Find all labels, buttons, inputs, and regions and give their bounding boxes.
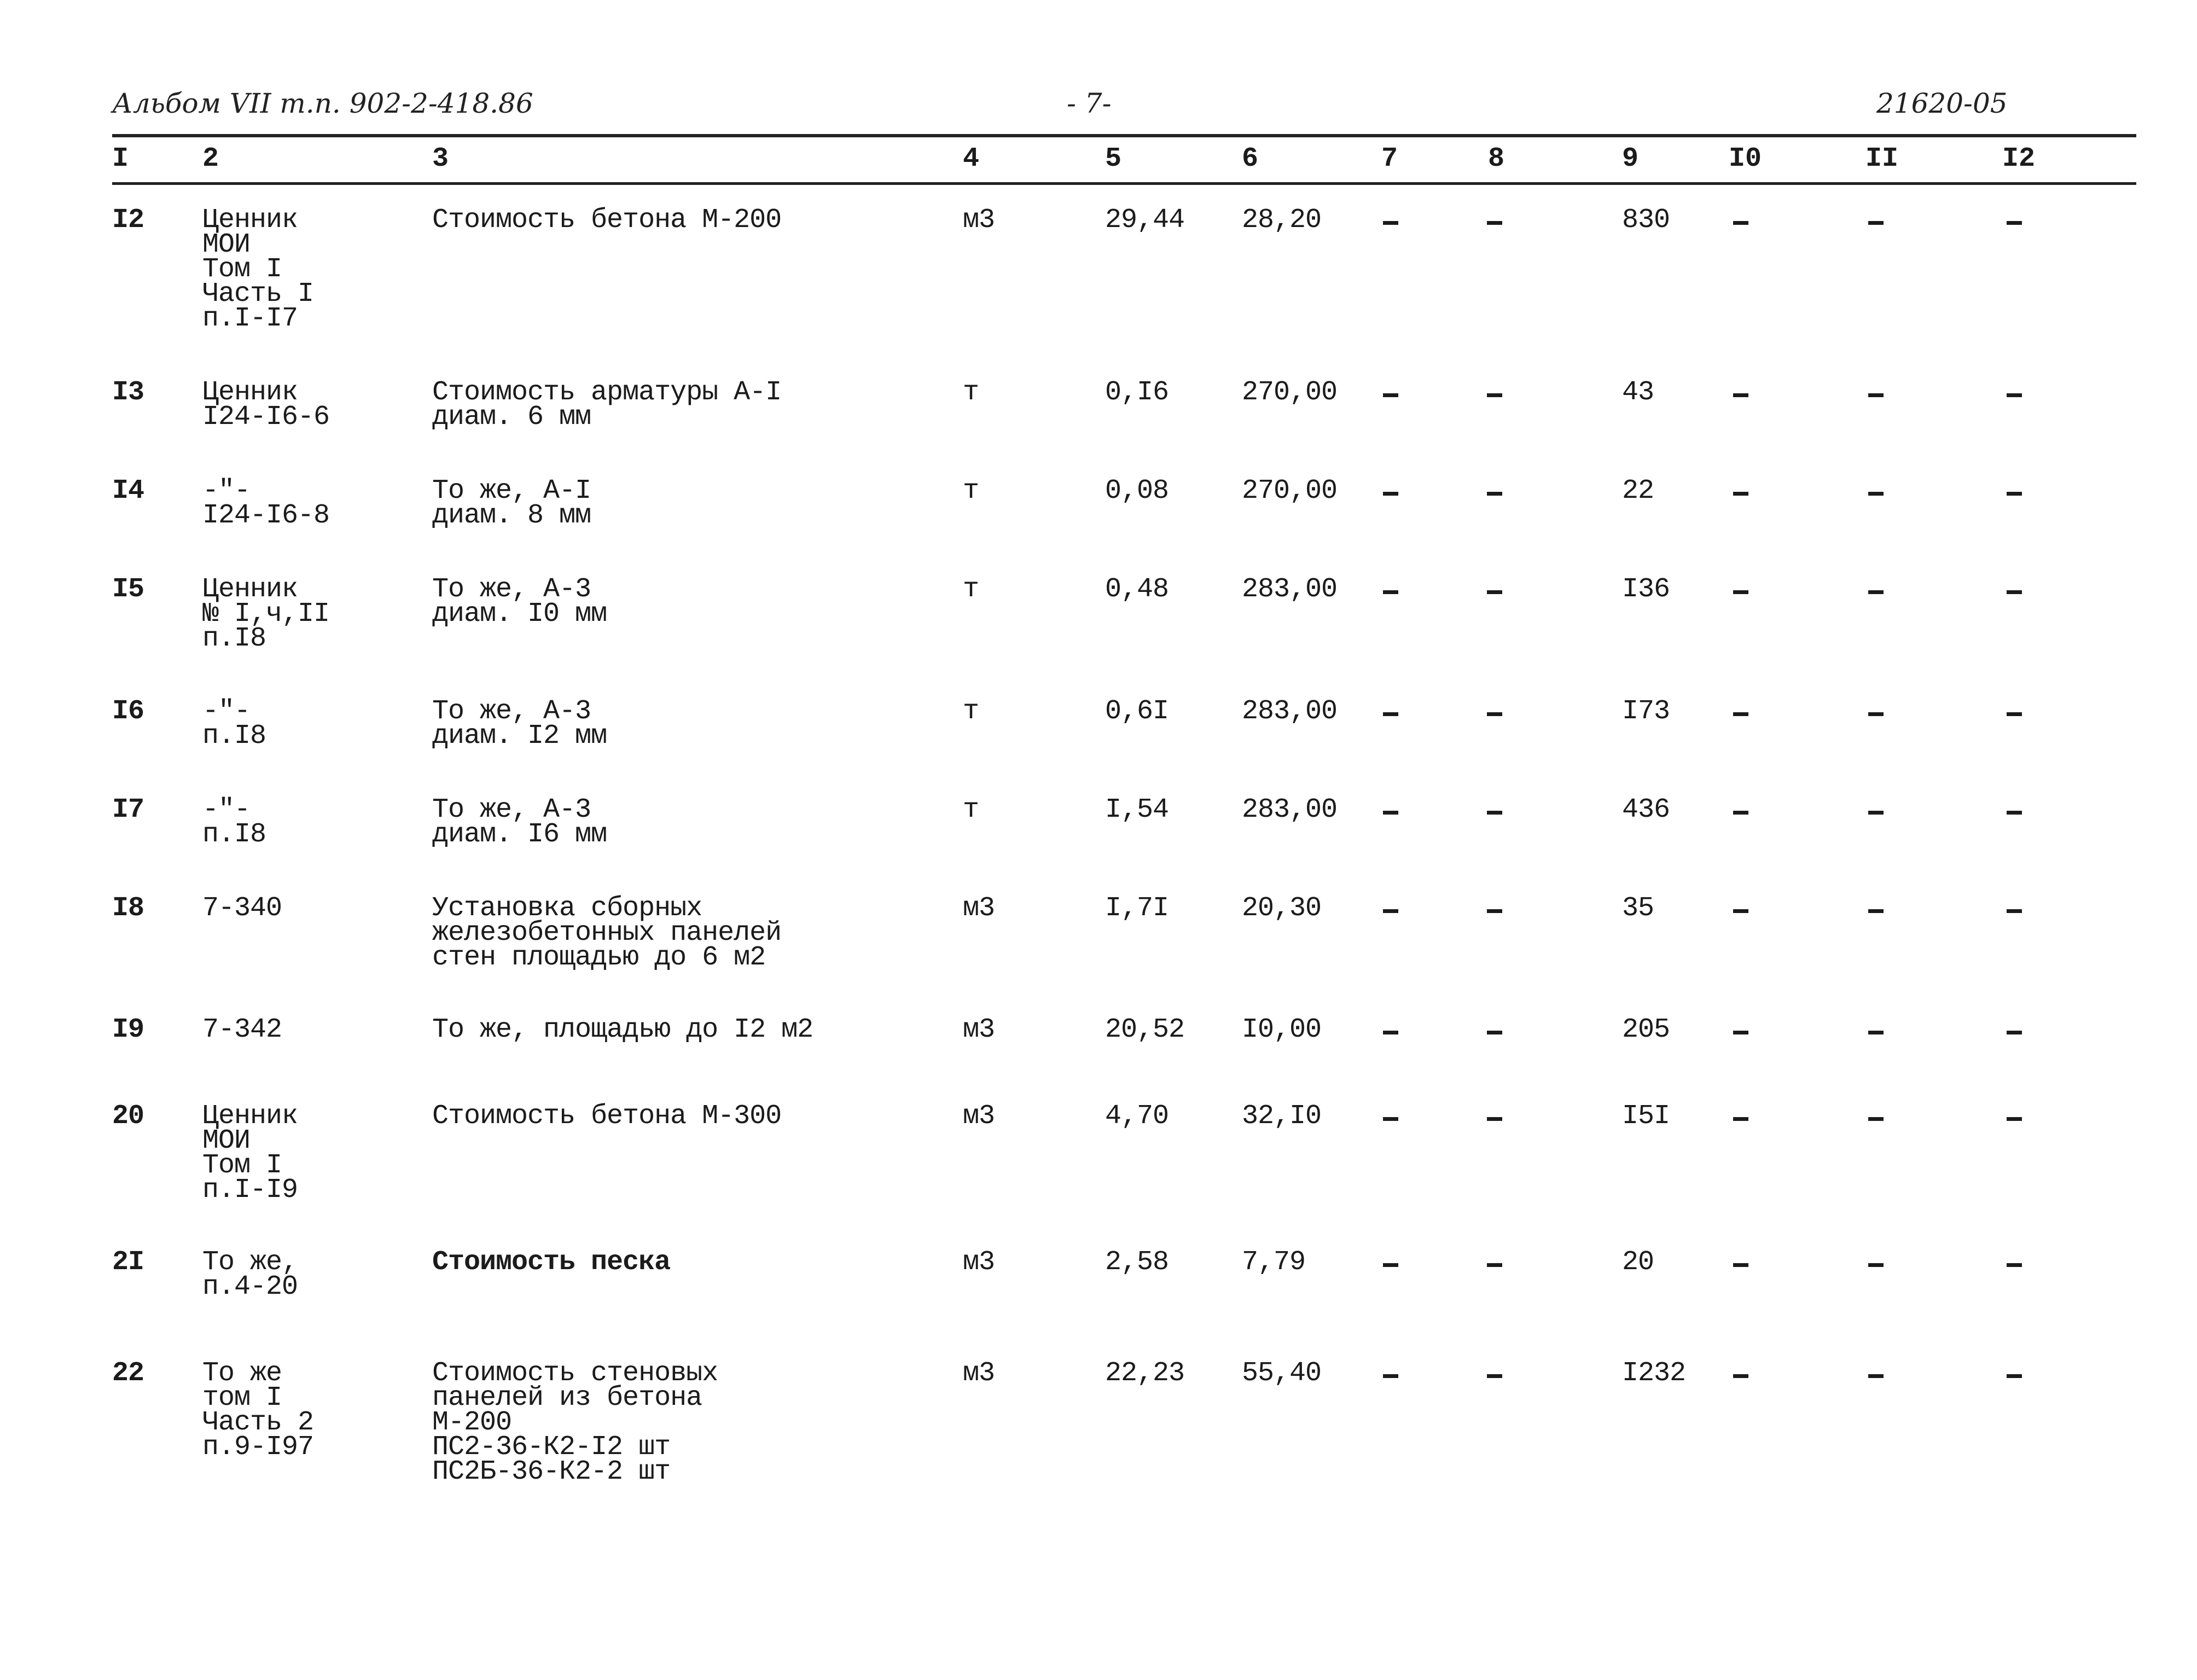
total-cost: I36 xyxy=(1622,574,1670,605)
unit-price: 32,I0 xyxy=(1242,1101,1322,1132)
page-number: - 7- xyxy=(1067,88,1112,119)
dash-col-7 xyxy=(1383,1117,1398,1121)
col-header-9: 9 xyxy=(1622,143,1639,175)
unit: м3 xyxy=(963,1247,995,1278)
col-header-6: 6 xyxy=(1242,143,1259,175)
total-cost: 205 xyxy=(1622,1014,1670,1045)
total-cost: 830 xyxy=(1622,205,1670,236)
reference-code: Ценник № I,ч,II п.I8 xyxy=(202,574,330,654)
row-number: I8 xyxy=(112,893,144,924)
total-cost: 43 xyxy=(1622,377,1654,408)
reference-code: Ценник I24-I6-6 xyxy=(202,377,330,433)
dash-col-8 xyxy=(1487,1374,1502,1378)
reference-code: Ценник МОИ Том I п.I-I9 xyxy=(202,1101,298,1206)
dash-col-8 xyxy=(1487,492,1502,496)
unit: м3 xyxy=(963,1014,995,1045)
total-cost: I232 xyxy=(1622,1358,1686,1389)
unit-price: 270,00 xyxy=(1242,475,1338,507)
unit-price: 283,00 xyxy=(1242,574,1338,605)
dash-col-8 xyxy=(1487,712,1502,716)
reference-code: То же том I Часть 2 п.9-I97 xyxy=(202,1358,314,1463)
dash-col-12 xyxy=(2007,492,2022,496)
unit: м3 xyxy=(963,893,995,924)
unit-price: 55,40 xyxy=(1242,1358,1322,1389)
row-number: 20 xyxy=(112,1101,144,1132)
dash-col-7 xyxy=(1383,590,1398,594)
unit: т xyxy=(963,377,979,408)
row-number: I9 xyxy=(112,1014,144,1045)
dash-col-7 xyxy=(1383,221,1398,225)
dash-col-7 xyxy=(1383,909,1398,913)
reference-code: Ценник МОИ Том I Часть I п.I-I7 xyxy=(202,205,314,334)
item-description: Установка сборных железобетонных панелей стен площадью до 6 м2 xyxy=(432,893,782,973)
row-number: I7 xyxy=(112,794,144,826)
item-description: То же, А-3 диам. I2 мм xyxy=(432,696,607,752)
dash-col-12 xyxy=(2007,1031,2022,1034)
col-header-4: 4 xyxy=(963,143,980,175)
dash-col-11 xyxy=(1868,712,1884,716)
dash-col-11 xyxy=(1868,909,1884,913)
quantity: 22,23 xyxy=(1105,1358,1185,1389)
dash-col-8 xyxy=(1487,811,1502,815)
dash-col-11 xyxy=(1868,1263,1884,1267)
dash-col-10 xyxy=(1733,590,1748,594)
dash-col-8 xyxy=(1487,590,1502,594)
col-header-12: I2 xyxy=(2002,143,2036,175)
dash-col-11 xyxy=(1868,221,1884,225)
unit: т xyxy=(963,794,979,826)
unit: м3 xyxy=(963,205,995,236)
quantity: 4,70 xyxy=(1105,1101,1169,1132)
unit-price: I0,00 xyxy=(1242,1014,1322,1045)
unit-price: 20,30 xyxy=(1242,893,1322,924)
dash-col-8 xyxy=(1487,393,1502,397)
dash-col-8 xyxy=(1487,1031,1502,1034)
unit-price: 283,00 xyxy=(1242,794,1338,826)
item-description: Стоимость песка xyxy=(432,1247,671,1278)
reference-code: -"- п.I8 xyxy=(202,696,266,752)
dash-col-8 xyxy=(1487,1117,1502,1121)
total-cost: I5I xyxy=(1622,1101,1670,1132)
dash-col-10 xyxy=(1733,1117,1748,1121)
total-cost: 20 xyxy=(1622,1247,1654,1278)
dash-col-11 xyxy=(1868,590,1884,594)
dash-col-11 xyxy=(1868,393,1884,397)
quantity: I,7I xyxy=(1105,893,1169,924)
col-header-11: II xyxy=(1865,143,1899,175)
unit-price: 270,00 xyxy=(1242,377,1338,408)
quantity: 2,58 xyxy=(1105,1247,1169,1278)
total-cost: 22 xyxy=(1622,475,1654,507)
dash-col-11 xyxy=(1868,811,1884,815)
dash-col-8 xyxy=(1487,1263,1502,1267)
album-reference: Альбом VII т.п. 902-2-418.86 xyxy=(112,88,533,119)
dash-col-12 xyxy=(2007,712,2022,716)
dash-col-10 xyxy=(1733,909,1748,913)
dash-col-10 xyxy=(1733,393,1748,397)
quantity: 0,I6 xyxy=(1105,377,1169,408)
dash-col-12 xyxy=(2007,811,2022,815)
dash-col-10 xyxy=(1733,492,1748,496)
total-cost: 35 xyxy=(1622,893,1654,924)
dash-col-12 xyxy=(2007,1263,2022,1267)
row-number: I2 xyxy=(112,205,144,236)
dash-col-12 xyxy=(2007,590,2022,594)
unit-price: 28,20 xyxy=(1242,205,1322,236)
col-header-3: 3 xyxy=(432,143,449,175)
col-header-8: 8 xyxy=(1488,143,1505,175)
quantity: 20,52 xyxy=(1105,1014,1185,1045)
dash-col-10 xyxy=(1733,1263,1748,1267)
dash-col-11 xyxy=(1868,492,1884,496)
dash-col-12 xyxy=(2007,393,2022,397)
dash-col-8 xyxy=(1487,909,1502,913)
dash-col-8 xyxy=(1487,221,1502,225)
reference-code: То же, п.4-20 xyxy=(202,1247,298,1303)
item-description: То же, А-3 диам. I0 мм xyxy=(432,574,607,630)
item-description: Стоимость стеновых панелей из бетона М-200 ПС2-36-К2-I2 шт ПС2Б-36-К2-2 шт xyxy=(432,1358,718,1487)
dash-col-11 xyxy=(1868,1374,1884,1378)
unit: м3 xyxy=(963,1358,995,1389)
header-bottom-rule xyxy=(112,182,2136,185)
unit-price: 7,79 xyxy=(1242,1247,1306,1278)
dash-col-11 xyxy=(1868,1117,1884,1121)
header-top-rule xyxy=(112,134,2136,137)
col-header-7: 7 xyxy=(1381,143,1398,175)
unit: т xyxy=(963,696,979,727)
item-description: То же, А-I диам. 8 мм xyxy=(432,475,591,531)
col-header-10: I0 xyxy=(1729,143,1762,175)
col-header-1: I xyxy=(112,143,129,175)
quantity: 29,44 xyxy=(1105,205,1185,236)
total-cost: I73 xyxy=(1622,696,1670,727)
item-description: Стоимость бетона М-300 xyxy=(432,1101,782,1132)
dash-col-7 xyxy=(1383,1263,1398,1267)
reference-code: -"- I24-I6-8 xyxy=(202,475,330,531)
dash-col-7 xyxy=(1383,393,1398,397)
dash-col-7 xyxy=(1383,1031,1398,1034)
unit-price: 283,00 xyxy=(1242,696,1338,727)
dash-col-10 xyxy=(1733,1374,1748,1378)
total-cost: 436 xyxy=(1622,794,1670,826)
col-header-2: 2 xyxy=(202,143,219,175)
dash-col-10 xyxy=(1733,811,1748,815)
dash-col-10 xyxy=(1733,1031,1748,1034)
dash-col-11 xyxy=(1868,1031,1884,1034)
dash-col-12 xyxy=(2007,1117,2022,1121)
row-number: 22 xyxy=(112,1358,144,1389)
unit: т xyxy=(963,574,979,605)
item-description: То же, площадью до I2 м2 xyxy=(432,1014,813,1045)
row-number: I5 xyxy=(112,574,144,605)
quantity: I,54 xyxy=(1105,794,1169,826)
unit: м3 xyxy=(963,1101,995,1132)
reference-code: -"- п.I8 xyxy=(202,794,266,850)
dash-col-10 xyxy=(1733,221,1748,225)
row-number: 2I xyxy=(112,1247,144,1278)
document-code: 21620-05 xyxy=(1876,88,2008,119)
dash-col-7 xyxy=(1383,492,1398,496)
dash-col-12 xyxy=(2007,1374,2022,1378)
reference-code: 7-342 xyxy=(202,1014,282,1045)
row-number: I3 xyxy=(112,377,144,408)
row-number: I4 xyxy=(112,475,144,507)
row-number: I6 xyxy=(112,696,144,727)
dash-col-7 xyxy=(1383,712,1398,716)
quantity: 0,6I xyxy=(1105,696,1169,727)
quantity: 0,08 xyxy=(1105,475,1169,507)
item-description: Стоимость бетона М-200 xyxy=(432,205,782,236)
dash-col-10 xyxy=(1733,712,1748,716)
dash-col-12 xyxy=(2007,221,2022,225)
item-description: То же, А-3 диам. I6 мм xyxy=(432,794,607,850)
quantity: 0,48 xyxy=(1105,574,1169,605)
dash-col-7 xyxy=(1383,1374,1398,1378)
dash-col-12 xyxy=(2007,909,2022,913)
item-description: Стоимость арматуры А-I диам. 6 мм xyxy=(432,377,782,433)
dash-col-7 xyxy=(1383,811,1398,815)
col-header-5: 5 xyxy=(1105,143,1122,175)
reference-code: 7-340 xyxy=(202,893,282,924)
unit: т xyxy=(963,475,979,507)
